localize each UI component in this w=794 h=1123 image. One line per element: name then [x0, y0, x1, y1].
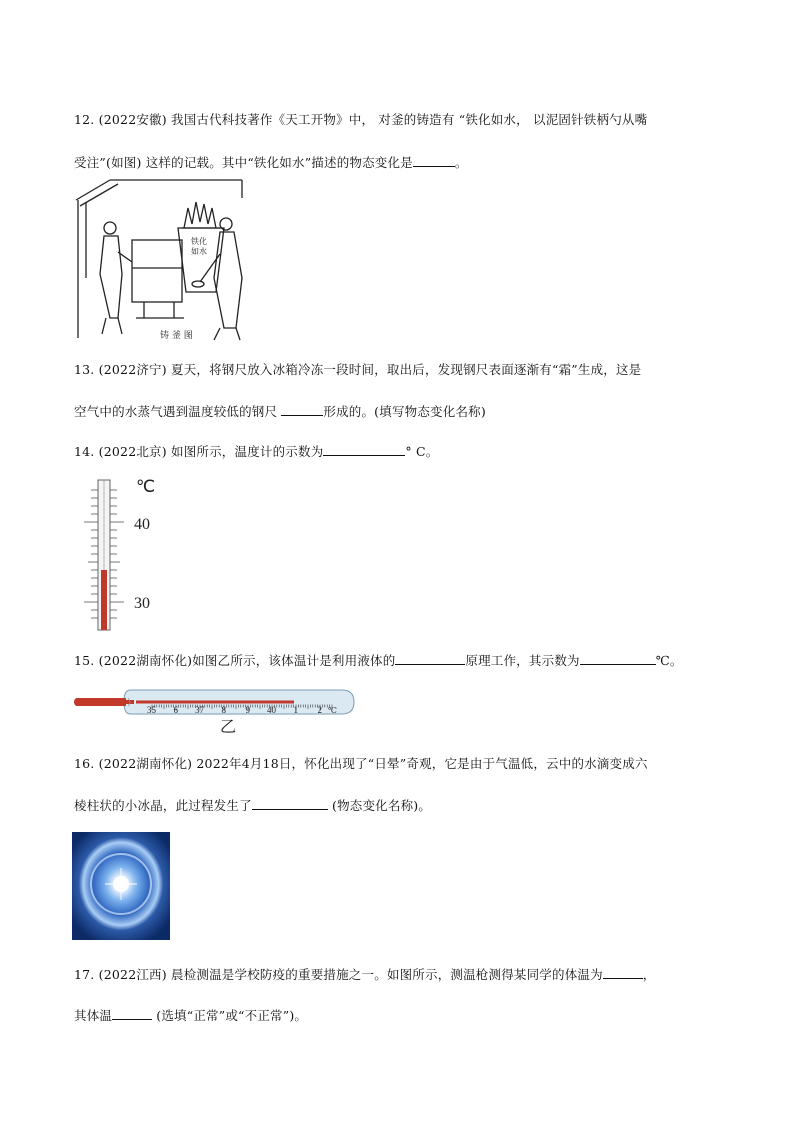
- q12-answer-blank[interactable]: [413, 154, 455, 167]
- q14-tick-30: 30: [134, 595, 150, 612]
- q15-scale-label: 9: [245, 705, 250, 715]
- q16-text-b: (物态变化名称)。: [327, 798, 432, 813]
- q17-text-b: ，: [642, 967, 656, 982]
- q14-unit-label: ℃: [136, 477, 156, 496]
- q13-line2: [74, 402, 486, 420]
- q16-line2: [74, 796, 431, 814]
- q14-answer-blank[interactable]: [323, 443, 405, 456]
- q17-line2: [74, 1006, 307, 1024]
- q16-answer-blank[interactable]: [252, 797, 328, 810]
- q13-text-b: 形成的。(填写物态变化名称): [323, 404, 486, 419]
- q12-line2: [74, 153, 468, 171]
- q16-line1: 16. (2022湖南怀化) 2022年4月18日，怀化出现了“日晕”奇观，它是由于气温低，云中的水滴变成六: [74, 756, 648, 771]
- q13-text-a: 空气中的水蒸气遇到温度较低的钢尺: [74, 404, 282, 419]
- q12-casting-illustration: [74, 178, 246, 344]
- q12-figure-inner-label: 铁化 如水: [191, 237, 207, 256]
- q17-blank-temperature[interactable]: [603, 966, 643, 979]
- q12-text-b: 。: [454, 155, 468, 170]
- q15-scale-label: 35: [147, 705, 156, 715]
- q14-thermometer: [74, 474, 174, 632]
- q17-blank-normal[interactable]: [112, 1007, 152, 1020]
- q12-text-a: 受注”(如图) 这样的记载。其中“铁化如水”描述的物态变化是: [74, 155, 413, 170]
- q17-text-b2: (选填“正常”或“不正常”)。: [152, 1008, 308, 1023]
- q16-text-a: 棱柱状的小冰晶，此过程发生了: [74, 798, 252, 813]
- q15-line1: [74, 651, 683, 669]
- q14-mercury-column: [101, 570, 107, 630]
- q17-text-a2: 其体温: [74, 1008, 113, 1023]
- q15-text-b: 原理工作，其示数为: [465, 653, 580, 668]
- q14-text-b: ° C。: [405, 444, 439, 459]
- q15-scale-label: 40: [267, 705, 276, 715]
- q15-blank-reading[interactable]: [580, 652, 656, 665]
- q15-scale-label: 37: [195, 705, 204, 715]
- q17-text-a: 17. (2022江西) 晨检测温是学校防疫的重要措施之一。如图所示，测温枪测得某同学的体温为: [74, 967, 603, 982]
- q15-clinical-thermometer: [72, 686, 362, 740]
- q15-scale-label: 2: [317, 705, 322, 715]
- q17-line1: [74, 965, 656, 983]
- q15-figure-caption: 乙: [220, 717, 237, 736]
- q15-text-a: 15. (2022湖南怀化)如图乙所示，该体温计是利用液体的: [74, 653, 396, 668]
- q13-answer-blank[interactable]: [281, 403, 323, 416]
- q13-line1: 13. (2022济宁) 夏天，将钢尺放入冰箱冷冻一段时间，取出后，发现钢尺表面逐渐有“霜”生成，这是: [74, 362, 642, 377]
- q15-scale-label: 8: [221, 705, 226, 715]
- q15-scale-label: 6: [173, 705, 178, 715]
- q16-sun-halo-photo: [72, 832, 170, 940]
- q15-blank-principle[interactable]: [395, 652, 465, 665]
- q15-text-c: ℃。: [655, 653, 683, 668]
- q14-line1: [74, 442, 439, 460]
- q15-scale-label: 1: [293, 705, 298, 715]
- q14-tick-40: 40: [134, 516, 150, 533]
- q12-figure-caption: 铸 釜 图: [160, 331, 193, 341]
- q15-unit-label: ℃: [328, 706, 337, 715]
- q12-line1: 12. (2022安徽) 我国古代科技著作《天工开物》中， 对釜的铸造有 “铁化如水， 以泥固针铁柄勺从嘴: [74, 112, 648, 127]
- q14-text-a: 14. (2022北京) 如图所示，温度计的示数为: [74, 444, 324, 459]
